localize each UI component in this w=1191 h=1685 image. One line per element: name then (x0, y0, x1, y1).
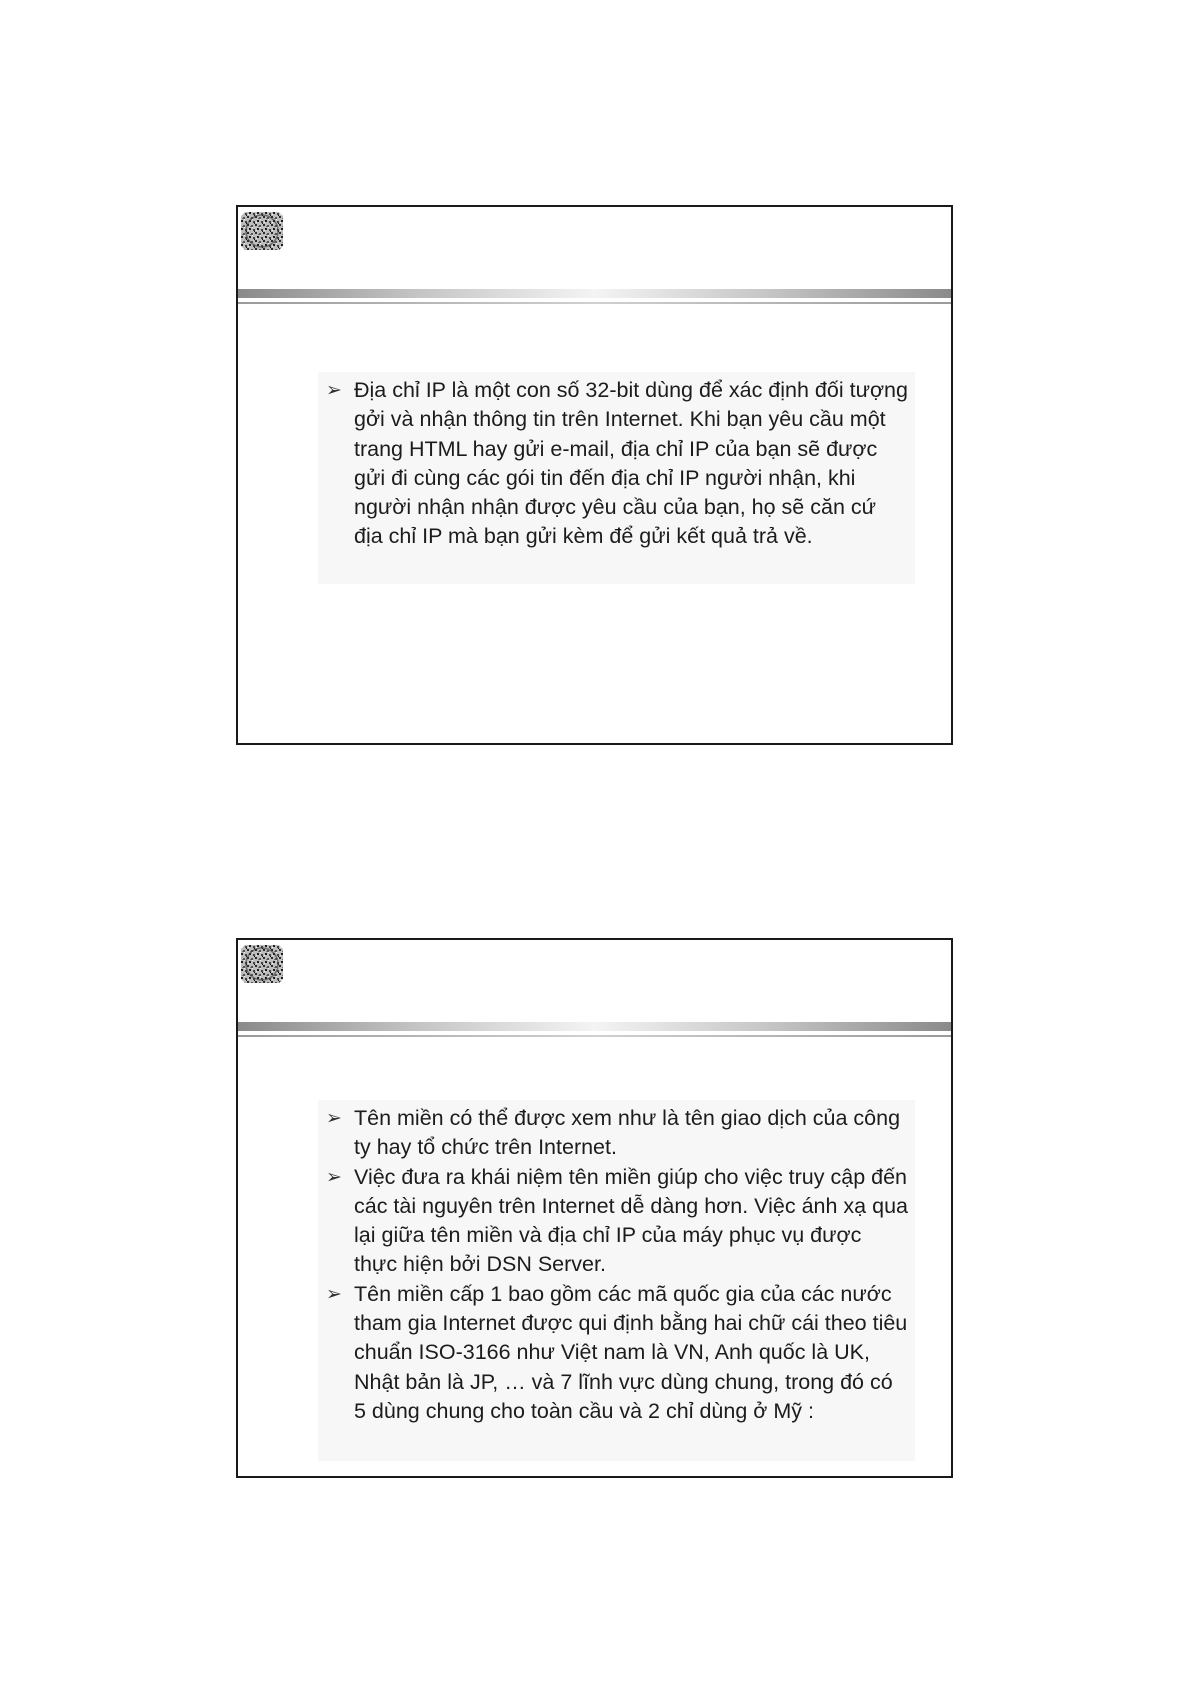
list-item (322, 1104, 909, 1163)
title-bar (238, 1022, 951, 1031)
slide-body (318, 1100, 915, 1461)
title-rule (238, 302, 951, 304)
title-bar (238, 289, 951, 298)
list-item (322, 376, 909, 552)
title-rule (238, 1035, 951, 1037)
bullet-text: Việc đưa ra khái niệm tên miền giúp cho việc truy cập đến các tài nguyên trên Internet dễ dàng hơn. Việc ánh xạ qua lại giữa tên miền và địa chỉ IP của máy phục vụ được thực hiện bởi DSN Server. (354, 1164, 908, 1277)
globe-emblem-icon (239, 208, 285, 254)
bullet-text: Địa chỉ IP là một con số 32-bit dùng để xác định đối tượng gởi và nhận thông tin trên Internet. Khi bạn yêu cầu một trang HTML hay gửi e-mail, địa chỉ IP của bạn sẽ được gửi đi cùng các gói tin đến địa chỉ IP người nhận, khi người nhận nhận được yêu cầu của bạn, họ sẽ căn cứ địa chỉ IP mà bạn gửi kèm để gửi kết quả trả về. (354, 378, 908, 549)
globe-emblem-icon (239, 941, 285, 987)
arrow-bullet-icon: ➢ (326, 1108, 342, 1129)
slide-body (318, 372, 915, 584)
arrow-bullet-icon: ➢ (326, 1166, 342, 1188)
bullet-text: Tên miền có thể được xem như là tên giao dịch của công ty hay tổ chức trên Internet. (354, 1106, 901, 1160)
slide-2 (236, 938, 953, 1478)
list-item (322, 1163, 909, 1280)
arrow-bullet-icon: ➢ (326, 1283, 342, 1305)
slide-1 (236, 205, 953, 745)
list-item (322, 1280, 909, 1426)
bullet-text: Tên miền cấp 1 bao gồm các mã quốc gia của các nước tham gia Internet được qui định bằng hai chữ cái theo tiêu chuẩn ISO-3166 như Việt nam là VN, Anh quốc là UK, Nhật bản là JP, … và 7 lĩnh vực dùng chung, trong đó có 5 dùng chung cho toàn cầu và 2 chỉ dùng ở Mỹ : (354, 1281, 908, 1423)
arrow-bullet-icon: ➢ (326, 380, 342, 401)
